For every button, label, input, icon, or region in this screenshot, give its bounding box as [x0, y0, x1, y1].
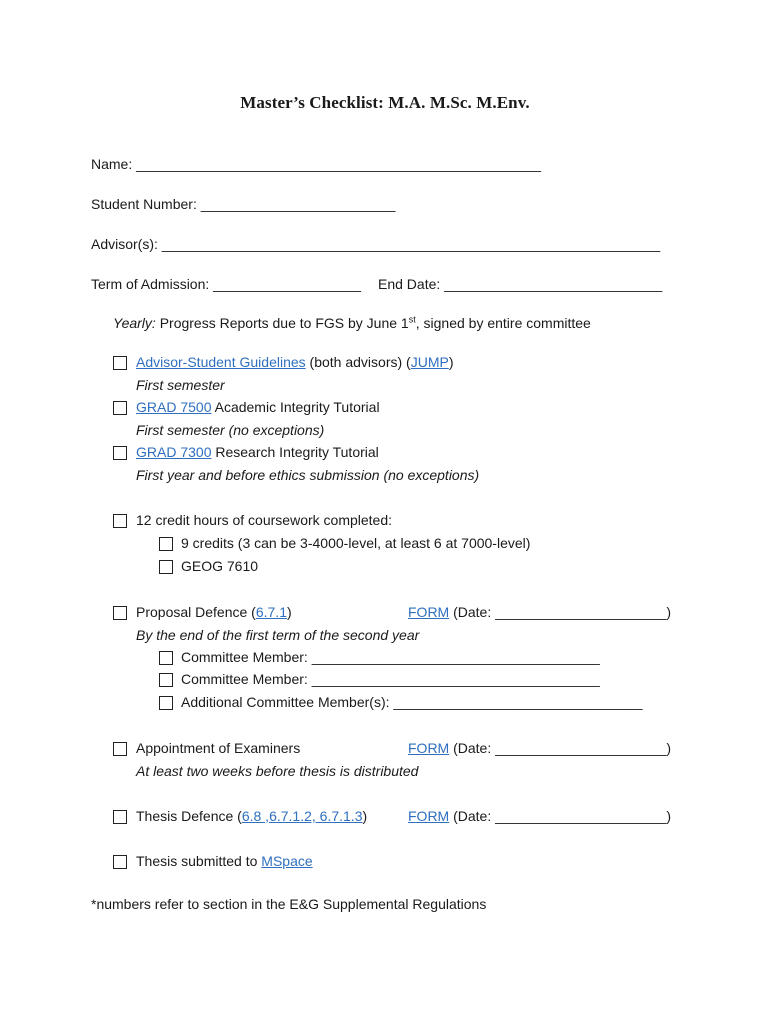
yearly-sup: st	[408, 314, 416, 325]
yearly-label: Yearly:	[113, 315, 156, 331]
advisor-guidelines-item	[136, 353, 454, 371]
committee-member-2-field[interactable]: Committee Member: _____________________________________	[181, 671, 600, 687]
thesis-defence-text: Thesis Defence (	[136, 808, 242, 824]
proposal-section-link[interactable]: 6.7.1	[255, 604, 287, 620]
checkbox-proposal-defence[interactable]	[113, 606, 127, 620]
footnote: *numbers refer to section in the E&G Supplemental Regulations	[91, 896, 487, 912]
thesis-defence-item	[136, 807, 367, 825]
name-field[interactable]: Name: ____________________________________________________	[91, 156, 542, 172]
checkbox-additional-members[interactable]	[159, 696, 173, 710]
proposal-defence-end: )	[286, 604, 292, 620]
thesis-defence-section-link[interactable]: 6.8 ,6.7.1.2, 6.7.1.3	[241, 808, 363, 824]
checkbox-thesis-submitted[interactable]	[113, 855, 127, 869]
checkbox-committee-member-2[interactable]	[159, 673, 173, 687]
examiners-form-group	[408, 739, 671, 757]
checkbox-coursework[interactable]	[113, 514, 127, 528]
committee-member-1-field[interactable]: Committee Member: _____________________________________	[181, 649, 600, 665]
grad7500-note: First semester (no exceptions)	[136, 422, 325, 438]
proposal-form-group	[408, 603, 671, 621]
examiners-note: At least two weeks before thesis is distributed	[136, 763, 419, 779]
thesis-defence-form-group	[408, 807, 671, 825]
examiners-item: Appointment of Examiners	[136, 740, 301, 756]
checkbox-examiners[interactable]	[113, 742, 127, 756]
thesis-submitted-item	[136, 852, 313, 870]
additional-members-field[interactable]: Additional Committee Member(s): ________________________________	[181, 694, 643, 710]
thesis-defence-end: )	[362, 808, 368, 824]
grad7500-text: Academic Integrity Tutorial	[211, 399, 380, 415]
grad7500-link[interactable]: GRAD 7500	[136, 399, 212, 415]
proposal-defence-item	[136, 603, 292, 621]
grad7300-link[interactable]: GRAD 7300	[136, 444, 212, 460]
mspace-link[interactable]: MSpace	[261, 853, 313, 869]
advisor-guidelines-link[interactable]: Advisor-Student Guidelines	[136, 354, 306, 370]
coursework-item: 12 credit hours of coursework completed:	[136, 512, 393, 528]
proposal-defence-text: Proposal Defence (	[136, 604, 256, 620]
advisor-guidelines-note: First semester	[136, 377, 225, 393]
examiners-date-field[interactable]: (Date: ______________________)	[449, 740, 672, 756]
proposal-form-link[interactable]: FORM	[408, 604, 450, 620]
checkbox-advisor-guidelines[interactable]	[113, 356, 127, 370]
checkbox-committee-member-1[interactable]	[159, 651, 173, 665]
grad7500-item	[136, 398, 380, 416]
advisors-field[interactable]: Advisor(s): ________________________________________________________________	[91, 236, 661, 252]
student-number-field[interactable]: Student Number: _________________________	[91, 196, 396, 212]
jump-link[interactable]: JUMP	[410, 354, 449, 370]
grad7300-text: Research Integrity Tutorial	[211, 444, 379, 460]
geog7610-item: GEOG 7610	[181, 558, 259, 574]
yearly-text: Progress Reports due to FGS by June 1	[155, 315, 409, 331]
thesis-submitted-text: Thesis submitted to	[136, 853, 262, 869]
checkbox-geog7610[interactable]	[159, 560, 173, 574]
advisor-guidelines-end: )	[448, 354, 454, 370]
grad7300-note: First year and before ethics submission (no exceptions)	[136, 467, 480, 483]
end-date-field[interactable]: End Date: ____________________________	[378, 276, 663, 292]
checkbox-9-credits[interactable]	[159, 537, 173, 551]
thesis-defence-form-link[interactable]: FORM	[408, 808, 450, 824]
page-title: Master’s Checklist: M.A. M.Sc. M.Env.	[240, 93, 530, 112]
examiners-form-link[interactable]: FORM	[408, 740, 450, 756]
yearly-text-after: , signed by entire committee	[415, 315, 591, 331]
checkbox-grad7500[interactable]	[113, 401, 127, 415]
thesis-defence-date-field[interactable]: (Date: ______________________)	[449, 808, 672, 824]
checkbox-grad7300[interactable]	[113, 446, 127, 460]
checkbox-thesis-defence[interactable]	[113, 810, 127, 824]
proposal-note: By the end of the first term of the second year	[136, 627, 420, 643]
nine-credits-item: 9 credits (3 can be 3-4000-level, at least 6 at 7000-level)	[181, 535, 531, 551]
grad7300-item	[136, 443, 379, 461]
proposal-date-field[interactable]: (Date: ______________________)	[449, 604, 672, 620]
term-admission-field[interactable]: Term of Admission: ___________________	[91, 276, 362, 292]
yearly-note	[113, 314, 591, 332]
advisor-guidelines-text: (both advisors) (	[305, 354, 411, 370]
